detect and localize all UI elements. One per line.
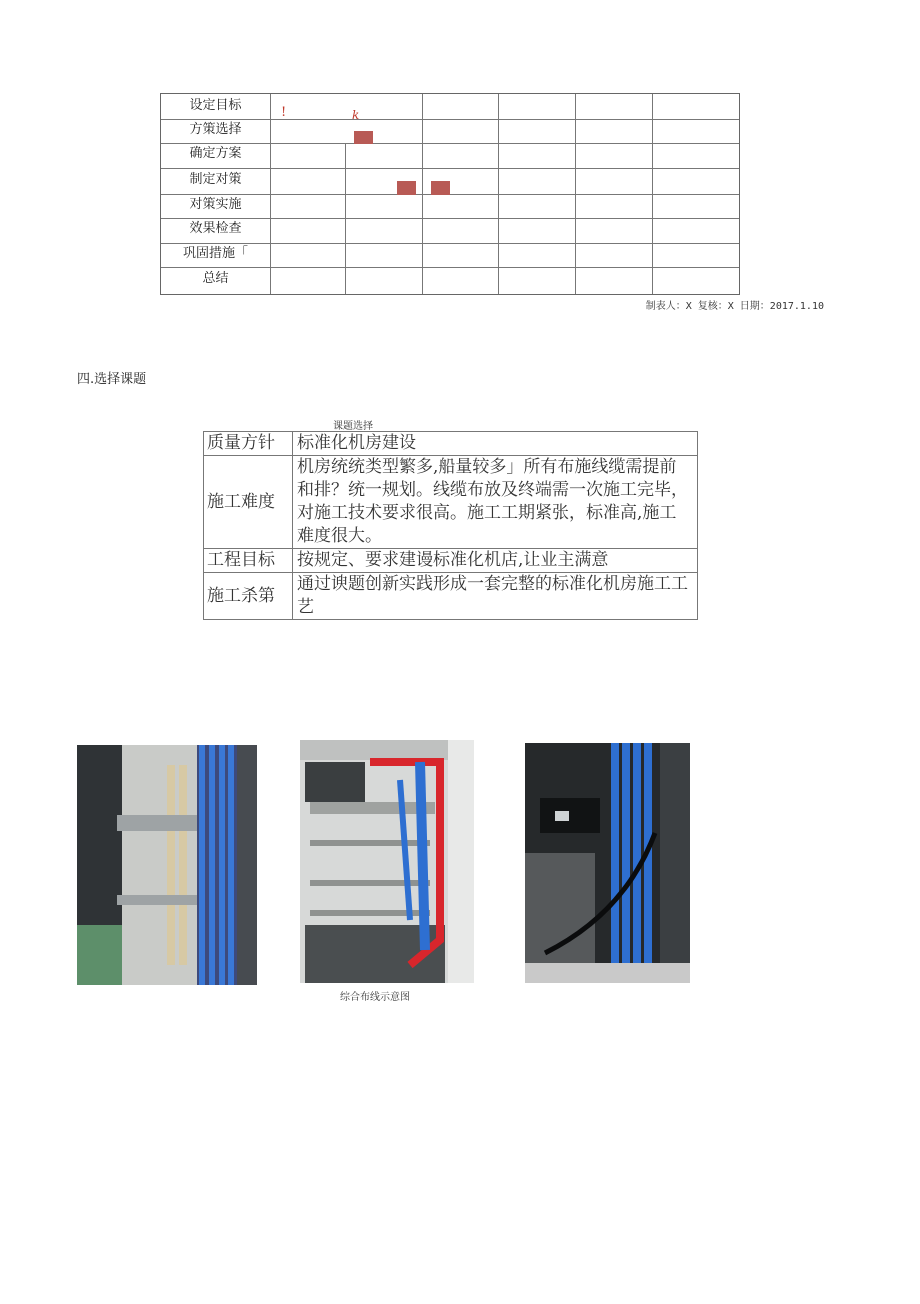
row-label: 质量方针 (204, 432, 293, 456)
column-divider (498, 94, 499, 294)
progress-bar (431, 181, 450, 195)
row-label: 施工杀第 (204, 573, 293, 620)
row-label-summary: 总结 (202, 271, 229, 286)
table-row (204, 456, 698, 549)
row-label-effect-check: 效果检查 (189, 221, 242, 236)
schedule-table (160, 93, 740, 295)
cabinet-photo-right (525, 743, 690, 983)
row-label-strategy-selection: 方策选择 (189, 122, 242, 137)
cabinet-photo-left (77, 745, 257, 985)
row-label-confirm-plan: 确定方案 (189, 146, 242, 161)
row-label: 施工难度 (204, 456, 293, 549)
topic-selection-table (203, 431, 698, 620)
table-footer-credits: 制表人：X 复核：X 日期：2017.1.10 (645, 301, 824, 312)
column-divider (575, 94, 576, 294)
row-value: 按规定、要求建谩标准化机店,让业主满意 (293, 549, 698, 573)
row-value: 通过谀题创新实践形成一套完整的标准化机房施工工艺 (293, 573, 698, 620)
table-row (204, 573, 698, 620)
progress-mark: ! (281, 105, 287, 120)
column-divider (422, 94, 423, 294)
row-label-set-goal: 设定目标 (189, 98, 242, 113)
row-label: 工程目标 (204, 549, 293, 573)
row-label-implement: 对策实施 (189, 197, 242, 212)
column-divider (270, 94, 271, 294)
topic-table-caption: 课题选择 (333, 421, 373, 432)
cabinet-photo-center (300, 740, 474, 983)
row-label-consolidate: 巩固措施「 (182, 246, 248, 261)
column-divider (345, 143, 346, 294)
table-row (204, 432, 698, 456)
row-label-make-countermeasures: 制定对策 (189, 172, 242, 187)
table-row (204, 549, 698, 573)
row-value: 标准化机房建设 (293, 432, 698, 456)
column-divider (652, 94, 653, 294)
progress-mark: k (352, 108, 360, 122)
row-value: 机房统统类型繁多,船量较多」所有布施线缆需提前和排？统一规划。线缆布放及终端需一次施工完毕，对施工技术要求很高。施工工期紧张，标准高,施工难度很大。 (293, 456, 698, 549)
progress-bar (397, 181, 416, 195)
photos-caption: 综合布线示意图 (340, 992, 410, 1003)
progress-bar (354, 131, 373, 144)
section-title: 四.选择课题 (77, 372, 147, 387)
